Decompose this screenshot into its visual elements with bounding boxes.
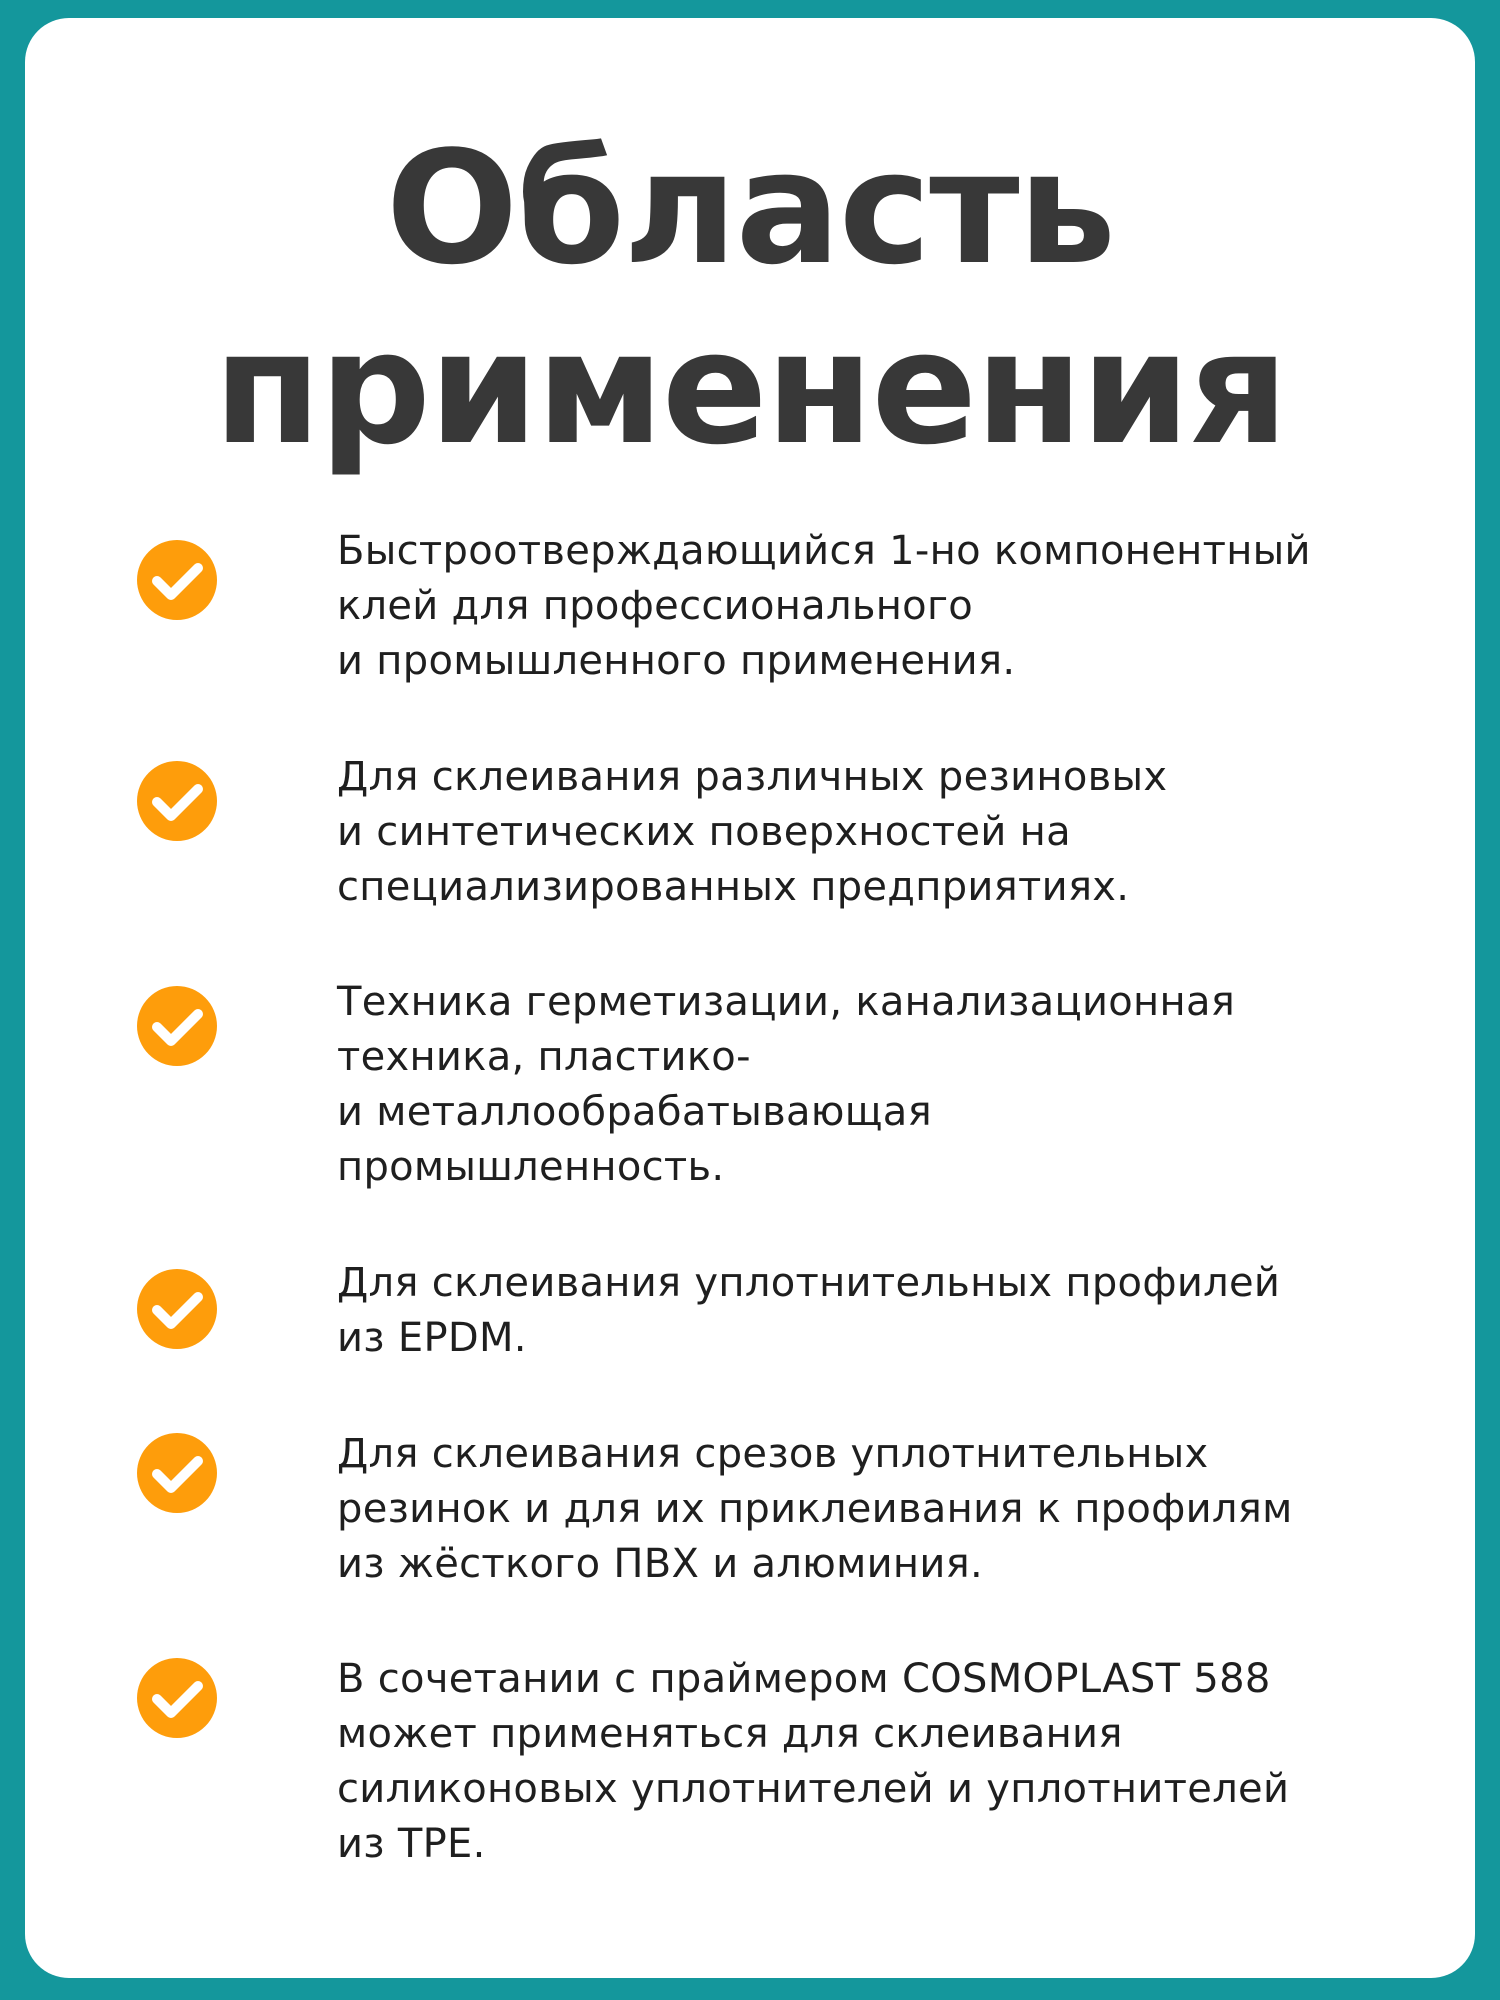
list-item-line: В сочетании с праймером COSMOPLAST 588: [337, 1656, 1271, 1702]
list-item-line: промышленность.: [337, 1144, 725, 1190]
list-item-text: [337, 1427, 1437, 1592]
list-item-line: клей для профессионального: [337, 583, 974, 629]
title-line: применения: [213, 297, 1287, 479]
check-circle-icon: [137, 986, 217, 1066]
list-item-line: может применяться для склеивания: [337, 1711, 1123, 1757]
list-item-text: [337, 1256, 1437, 1366]
page-title: [25, 118, 1475, 478]
check-circle-icon: [137, 540, 217, 620]
list-item-line: Техника герметизации, канализационная: [337, 979, 1236, 1025]
list-item-text: [337, 975, 1437, 1195]
list-item-text: [337, 1652, 1437, 1872]
content-card: [25, 18, 1475, 1978]
check-circle-icon: [137, 1433, 217, 1513]
list-item-line: техника, пластико-: [337, 1034, 751, 1080]
title-line: Область: [385, 117, 1115, 299]
list-item-line: специализированных предприятиях.: [337, 864, 1130, 910]
list-item-line: из TPE.: [337, 1821, 486, 1867]
list-item-line: Быстроотверждающийся 1-но компонентный: [337, 528, 1311, 574]
list-item-line: силиконовых уплотнителей и уплотнителей: [337, 1766, 1290, 1812]
check-circle-icon: [137, 1269, 217, 1349]
list-item-line: из жёсткого ПВХ и алюминия.: [337, 1541, 984, 1587]
list-item-line: Для склеивания уплотнительных профилей: [337, 1260, 1281, 1306]
list-item-line: из EPDM.: [337, 1315, 527, 1361]
list-item-text: [337, 750, 1437, 915]
list-item-line: Для склеивания срезов уплотнительных: [337, 1431, 1209, 1477]
list-item-line: резинок и для их приклеивания к профилям: [337, 1486, 1293, 1532]
check-circle-icon: [137, 761, 217, 841]
list-item-text: [337, 524, 1437, 689]
list-item-line: и промышленного применения.: [337, 638, 1016, 684]
list-item-line: и синтетических поверхностей на: [337, 809, 1071, 855]
check-circle-icon: [137, 1658, 217, 1738]
list-item-line: и металлообрабатывающая: [337, 1089, 932, 1135]
list-item-line: Для склеивания различных резиновых: [337, 754, 1168, 800]
